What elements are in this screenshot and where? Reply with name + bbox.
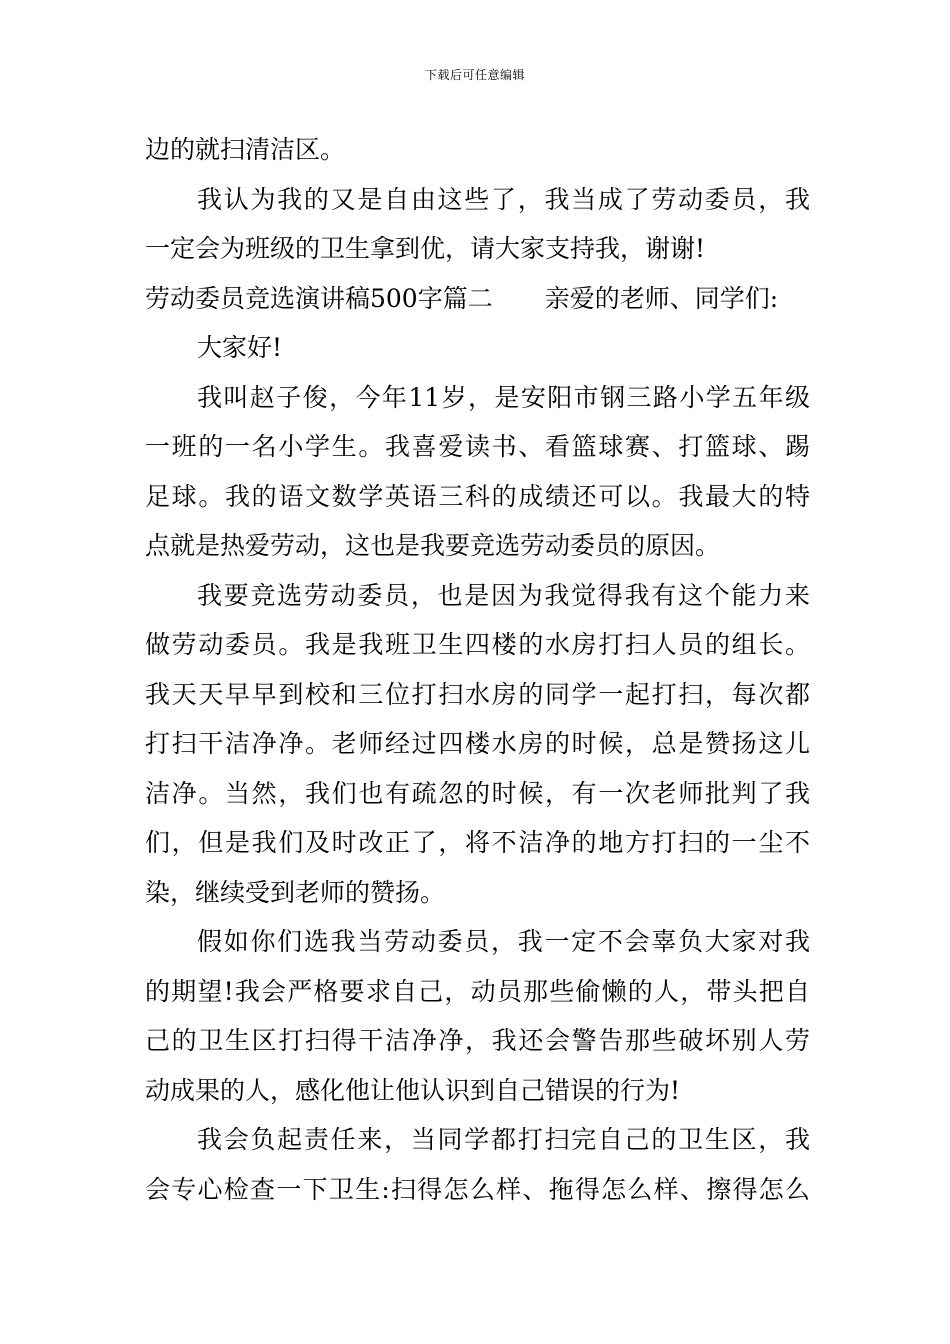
text-line: 做劳动委员。我是我班卫生四楼的水房打扫人员的组长。 [145, 630, 810, 659]
text-line: 会专心检查一下卫生:扫得怎么样、拖得怎么样、擦得怎么 [145, 1174, 810, 1204]
section-heading-line [145, 274, 810, 324]
text-line: 一班的一名小学生。我喜爱读书、看篮球赛、打篮球、踢 [145, 432, 810, 461]
text-line: 的期望!我会严格要求自己，动员那些偷懒的人，带头把自 [145, 976, 810, 1006]
paragraph-first-line: 我叫赵子俊，今年11岁，是安阳市钢三路小学五年级 [197, 382, 810, 412]
page-header: 下载后可任意编辑 [424, 68, 525, 82]
text-line: 打扫干洁净净。老师经过四楼水房的时候，总是赞扬这儿 [145, 729, 810, 758]
text-line: 染，继续受到老师的赞扬。 [145, 877, 446, 907]
document-body [145, 125, 810, 1214]
text-line: 己的卫生区打扫得干洁净净，我还会警告那些破坏别人劳 [145, 1026, 810, 1055]
paragraph-first-line: 我要竞选劳动委员，也是因为我觉得我有这个能力来 [197, 580, 810, 610]
paragraph-first-line: 假如你们选我当劳动委员，我一定不会辜负大家对我 [197, 927, 810, 956]
text-line: 们，但是我们及时改正了，将不洁净的地方打扫的一尘不 [145, 828, 810, 857]
paragraph-first-line: 大家好! [197, 333, 283, 362]
paragraph-first-line: 我会负起责任来，当同学都打扫完自己的卫生区，我 [197, 1125, 810, 1154]
text-line: 一定会为班级的卫生拿到优，请大家支持我，谢谢! [145, 234, 706, 263]
text-line: 点就是热爱劳动，这也是我要竞选劳动委员的原因。 [145, 531, 721, 560]
greeting-text: 亲爱的老师、同学们: [544, 283, 779, 313]
text-line: 动成果的人，感化他让他认识到自己错误的行为! [145, 1075, 681, 1105]
text-line: 我天天早早到校和三位打扫水房的同学一起打扫，每次都 [145, 679, 810, 709]
text-line: 足球。我的语文数学英语三科的成绩还可以。我最大的特 [145, 481, 810, 511]
paragraph-first-line: 我认为我的又是自由这些了，我当成了劳动委员，我 [197, 184, 810, 214]
text-line: 边的就扫清洁区。 [145, 135, 346, 164]
text-line: 洁净。当然，我们也有疏忽的时候，有一次老师批判了我 [145, 778, 810, 808]
section-heading: 劳动委员竞选演讲稿500字篇二 [145, 283, 493, 313]
